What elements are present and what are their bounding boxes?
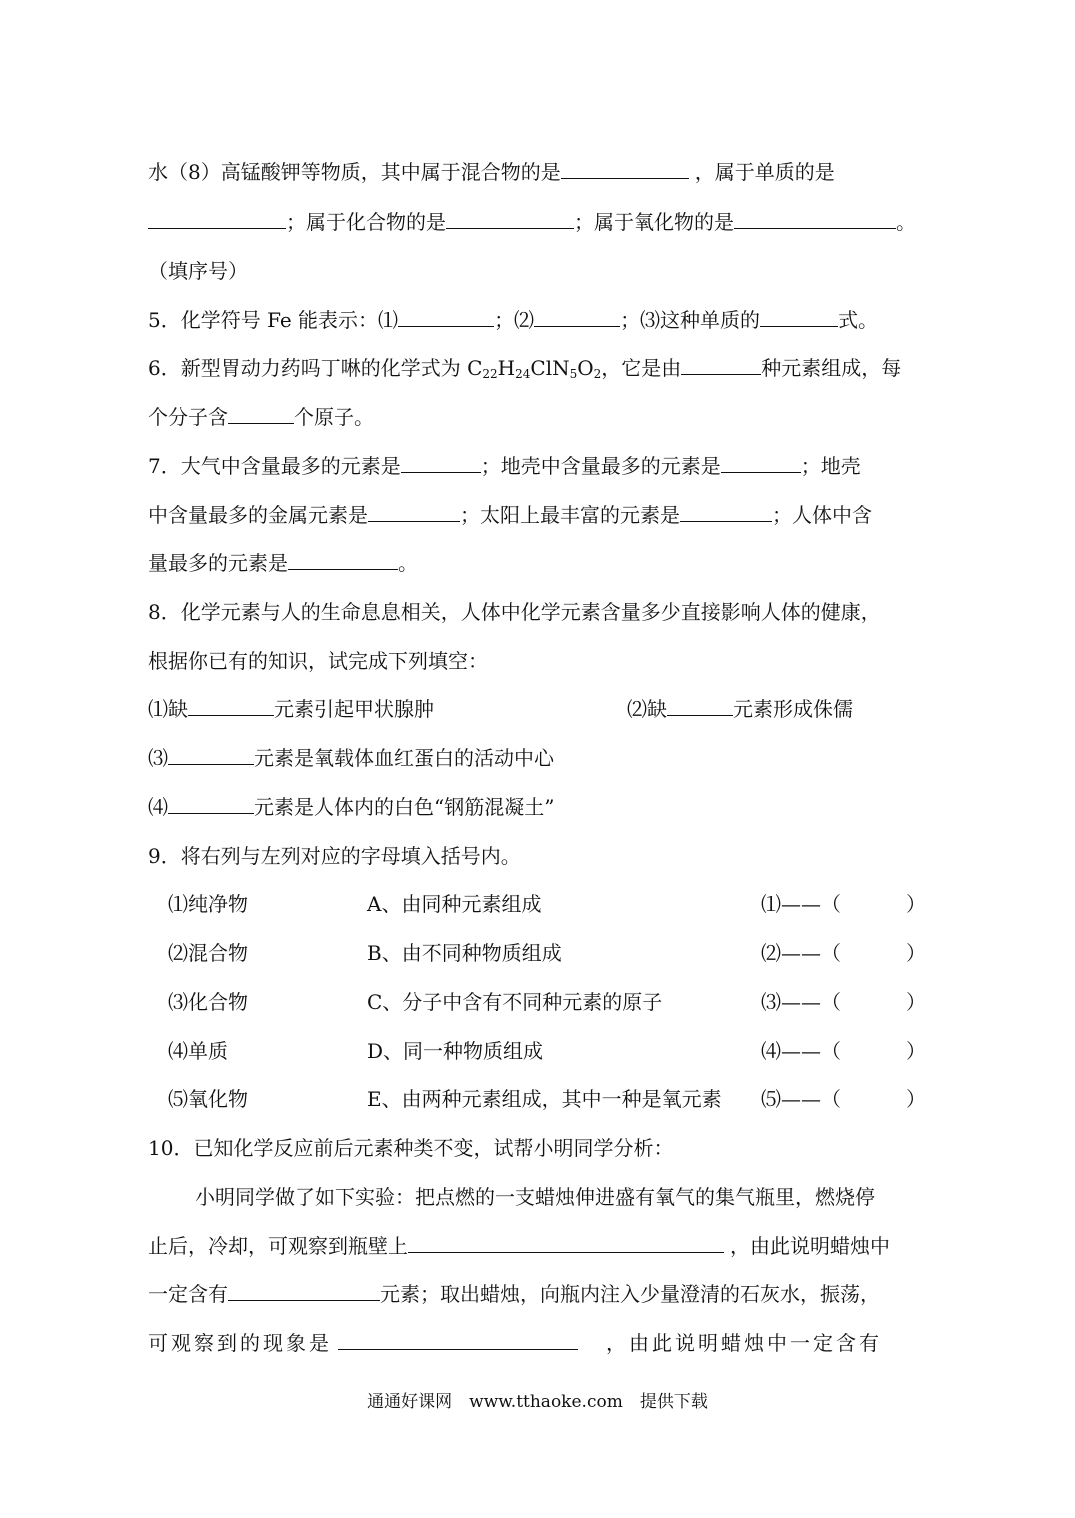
q10-line4-a: 可观察到的现象是 xyxy=(148,1331,332,1355)
q8-item2 xyxy=(627,695,853,723)
q9-mid-5: E、由两种元素组成，其中一种是氧元素 xyxy=(367,1087,722,1111)
q4-oxide-blank[interactable] xyxy=(734,208,896,229)
q9-left-2: ⑵混合物 xyxy=(168,941,248,965)
q4-mixture-blank[interactable] xyxy=(561,158,689,179)
q9-close-2: ） xyxy=(906,941,926,965)
q6-text-b: ，它是由 xyxy=(601,356,682,380)
q4-line2 xyxy=(148,208,916,236)
q6-sub-o: 2 xyxy=(593,367,602,381)
q10-line2 xyxy=(148,1232,890,1260)
q5-blank-1[interactable] xyxy=(398,306,494,327)
q5-text: 5．化学符号 Fe 能表示：⑴ xyxy=(148,308,399,332)
q4-note: （填序号） xyxy=(148,259,248,283)
q10-line3-a: 一定含有 xyxy=(148,1282,228,1306)
q9-right-2[interactable]: ⑵——（ xyxy=(761,941,841,965)
q9-mid-1: A、由同种元素组成 xyxy=(367,892,542,916)
q5-line xyxy=(148,306,878,334)
q8-item2-a: ⑵缺 xyxy=(627,697,667,721)
q4-line1 xyxy=(148,158,835,186)
q6-h: H xyxy=(497,356,516,380)
q8-item4-a: ⑷ xyxy=(148,795,168,819)
q4-end: 。 xyxy=(896,210,916,234)
q10-line2-b: ，由此说明蜡烛中 xyxy=(730,1234,890,1258)
q7-line3-b: 。 xyxy=(398,551,418,575)
q7-line1 xyxy=(148,452,861,480)
q6-cln: ClN xyxy=(530,356,570,380)
q8-blank-1[interactable] xyxy=(188,695,274,716)
q6-atom-count-blank[interactable] xyxy=(228,403,294,424)
q6-text-a: 6．新型胃动力药吗丁啉的化学式为 C xyxy=(148,356,483,380)
q4-oxide-label: ；属于氧化物的是 xyxy=(574,210,734,234)
q6-line2-b: 个原子。 xyxy=(294,405,374,429)
q6-line2-a: 个分子含 xyxy=(148,405,228,429)
q8-item3-a: ⑶ xyxy=(148,746,168,770)
q4-line1-text: 水（8）高锰酸钾等物质，其中属于混合物的是 xyxy=(148,160,561,184)
q10-element-blank[interactable] xyxy=(228,1280,380,1301)
q10-line1: 小明同学做了如下实验：把点燃的一支蜡烛伸进盛有氧气的集气瓶里，燃烧停 xyxy=(195,1185,875,1209)
q8-blank-3[interactable] xyxy=(168,744,254,765)
q7-blank-4[interactable] xyxy=(680,501,772,522)
q9-close-5: ） xyxy=(906,1087,926,1111)
q5-sep2: ；⑶这种单质的 xyxy=(620,308,761,332)
q10-line3-b: 元素；取出蜡烛，向瓶内注入少量澄清的石灰水，振荡， xyxy=(380,1282,880,1306)
q7-line2-b: ；太阳上最丰富的元素是 xyxy=(460,503,680,527)
q8-item1-b: 元素引起甲状腺肿 xyxy=(274,697,434,721)
download-footer: 通通好课网 www.tthaoke.com 提供下载 xyxy=(367,1392,708,1412)
q4-compound-blank[interactable] xyxy=(446,208,574,229)
q8-line2: 根据你已有的知识，试完成下列填空： xyxy=(148,649,488,673)
q9-close-3: ） xyxy=(906,990,926,1014)
q9-mid-2: B、由不同种物质组成 xyxy=(367,941,562,965)
q8-blank-4[interactable] xyxy=(168,793,254,814)
q6-sub-n: 5 xyxy=(569,367,578,381)
q4-compound-label: ；属于化合物的是 xyxy=(286,210,446,234)
q10-line4-b: ，由此说明蜡烛中一定含有 xyxy=(606,1331,882,1355)
q7-line3-a: 量最多的元素是 xyxy=(148,551,288,575)
q7-blank-2[interactable] xyxy=(721,452,801,473)
q8-item1-a: ⑴缺 xyxy=(148,697,188,721)
q8-item4 xyxy=(148,793,554,821)
q5-sep1: ；⑵ xyxy=(494,308,535,332)
q8-blank-2[interactable] xyxy=(667,695,733,716)
q9-close-1: ） xyxy=(906,892,926,916)
q9-left-1: ⑴纯净物 xyxy=(168,892,248,916)
q9-left-3: ⑶化合物 xyxy=(168,990,248,1014)
q10-line2-a: 止后，冷却，可观察到瓶壁上 xyxy=(148,1234,408,1258)
q5-blank-2[interactable] xyxy=(534,306,620,327)
q9-mid-4: D、同一种物质组成 xyxy=(367,1039,544,1063)
q9-right-3[interactable]: ⑶——（ xyxy=(761,990,841,1014)
q8-line1: 8．化学元素与人的生命息息相关，人体中化学元素含量多少直接影响人体的健康， xyxy=(148,600,881,624)
q7-line1-c: ；地壳 xyxy=(800,454,861,478)
q9-right-5[interactable]: ⑸——（ xyxy=(761,1087,841,1111)
q10-title: 10．已知化学反应前后元素种类不变，试帮小明同学分析： xyxy=(148,1136,674,1160)
q6-line2 xyxy=(148,403,374,431)
q10-phenomenon-blank[interactable] xyxy=(338,1329,578,1350)
q10-line4 xyxy=(148,1329,882,1357)
q7-blank-3[interactable] xyxy=(368,501,460,522)
q9-close-4: ） xyxy=(906,1039,926,1063)
q6-sub-c: 22 xyxy=(482,367,498,381)
q9-left-4: ⑷单质 xyxy=(168,1039,228,1063)
q10-observation-blank[interactable] xyxy=(408,1232,724,1253)
q6-sub-h: 24 xyxy=(515,367,531,381)
q8-item2-b: 元素形成侏儒 xyxy=(733,697,853,721)
q7-line3 xyxy=(148,549,418,577)
q6-o: O xyxy=(577,356,594,380)
q8-item3-b: 元素是氧载体血红蛋白的活动中心 xyxy=(254,746,554,770)
q9-mid-3: C、分子中含有不同种元素的原子 xyxy=(367,990,663,1014)
q9-right-4[interactable]: ⑷——（ xyxy=(761,1039,841,1063)
q7-line2 xyxy=(148,501,872,529)
q9-left-5: ⑸氧化物 xyxy=(168,1087,248,1111)
q6-line1 xyxy=(148,354,901,382)
q7-line2-a: 中含量最多的金属元素是 xyxy=(148,503,368,527)
q5-end: 式。 xyxy=(838,308,879,332)
q8-item4-b: 元素是人体内的白色“钢筋混凝土” xyxy=(254,795,555,819)
q6-element-count-blank[interactable] xyxy=(681,354,761,375)
q9-title: 9．将右列与左列对应的字母填入括号内。 xyxy=(148,844,521,868)
q5-blank-3[interactable] xyxy=(760,306,838,327)
q7-blank-1[interactable] xyxy=(401,452,481,473)
q8-item3 xyxy=(148,744,554,772)
q7-line1-b: ；地壳中含量最多的元素是 xyxy=(480,454,721,478)
q4-line1-tail: ，属于单质的是 xyxy=(694,160,835,184)
q4-element-blank[interactable] xyxy=(148,208,286,229)
q8-item1 xyxy=(148,695,434,723)
q10-line3 xyxy=(148,1280,880,1308)
q7-line2-c: ；人体中含 xyxy=(772,503,872,527)
q6-text-c: 种元素组成，每 xyxy=(761,356,902,380)
q7-line1-a: 7．大气中含量最多的元素是 xyxy=(148,454,401,478)
q7-blank-5[interactable] xyxy=(288,549,398,570)
q9-right-1[interactable]: ⑴——（ xyxy=(761,892,841,916)
